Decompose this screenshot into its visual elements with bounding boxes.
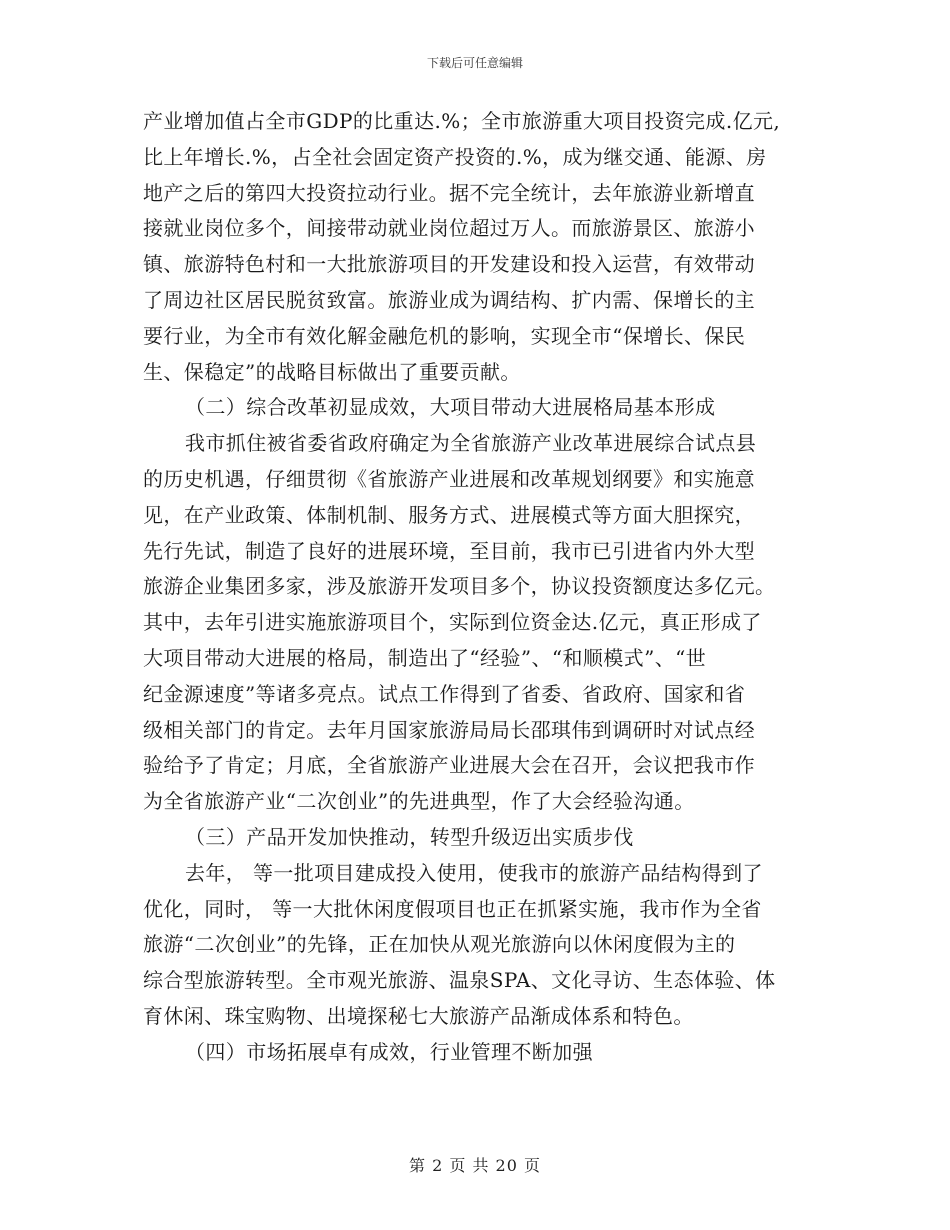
- body-line: 纪金源速度”等诸多亮点。试点工作得到了省委、省政府、国家和省: [143, 681, 746, 706]
- body-line: 育休闲、珠宝购物、出境探秘七大旅游产品渐成体系和特色。: [143, 1003, 694, 1028]
- body-line: 见，在产业政策、体制机制、服务方式、进展模式等方面大胆探究，: [143, 502, 755, 527]
- body-line: 级相关部门的肯定。去年月国家旅游局局长邵琪伟到调研时对试点经: [143, 717, 755, 742]
- section-heading: （四）市场拓展卓有成效，行业管理不断加强: [185, 1039, 593, 1064]
- body-line: 旅游企业集团多家，涉及旅游开发项目多个，协议投资额度达多亿元。: [143, 574, 776, 599]
- body-line: 比上年增长.%，占全社会固定资产投资的.%，成为继交通、能源、房: [143, 144, 767, 169]
- body-line: 大项目带动大进展的格局，制造出了“经验”、“和顺模式”、“世: [143, 645, 707, 670]
- body-line: 接就业岗位多个，间接带动就业岗位超过万人。而旅游景区、旅游小: [143, 216, 755, 241]
- body-line: 我市抓住被省委省政府确定为全省旅游产业改革进展综合试点县: [185, 431, 757, 456]
- document-body: [143, 104, 818, 1071]
- body-line: 旅游“二次创业”的先锋，正在加快从观光旅游向以休闲度假为主的: [143, 932, 736, 957]
- body-line: 先行先试，制造了良好的进展环境，至目前，我市已引进省内外大型: [143, 538, 755, 563]
- body-line: 镇、旅游特色村和一大批旅游项目的开发建设和投入运营，有效带动: [143, 252, 755, 277]
- body-line: 了周边社区居民脱贫致富。旅游业成为调结构、扩内需、保增长的主: [143, 287, 755, 312]
- body-line: 产业增加值占全市GDP的比重达.%；全市旅游重大项目投资完成.亿元,: [143, 109, 781, 133]
- body-line: 优化，同时， 等一大批休闲度假项目也正在抓紧实施，我市作为全省: [143, 896, 762, 921]
- body-line: 为全省旅游产业“二次创业”的先进典型，作了大会经验沟通。: [143, 789, 695, 814]
- page-header: 下载后可任意编辑: [426, 56, 523, 70]
- body-line: 去年， 等一批项目建成投入使用，使我市的旅游产品结构得到了: [185, 860, 763, 885]
- body-line: 地产之后的第四大投资拉动行业。据不完全统计，去年旅游业新增直: [143, 180, 755, 205]
- body-line: 的历史机遇，仔细贯彻《省旅游产业进展和改革规划纲要》和实施意: [143, 466, 755, 491]
- body-line: 其中，去年引进实施旅游项目个，实际到位资金达.亿元，真正形成了: [143, 610, 762, 635]
- page-number: 第 2 页 共 20 页: [409, 1156, 541, 1175]
- section-heading: （三）产品开发加快推动，转型升级迈出实质步伐: [185, 824, 634, 849]
- body-line: 生、保稳定”的战略目标做出了重要贡献。: [143, 359, 521, 384]
- section-heading: （二）综合改革初显成效，大项目带动大进展格局基本形成: [185, 395, 716, 420]
- body-line: 验给予了肯定；月底，全省旅游产业进展大会在召开，会议把我市作: [143, 753, 755, 778]
- body-line: 综合型旅游转型。全市观光旅游、温泉SPA、文化寻访、生态体验、体: [143, 968, 776, 993]
- body-line: 要行业，为全市有效化解金融危机的影响，实现全市“保增长、保民: [143, 323, 746, 348]
